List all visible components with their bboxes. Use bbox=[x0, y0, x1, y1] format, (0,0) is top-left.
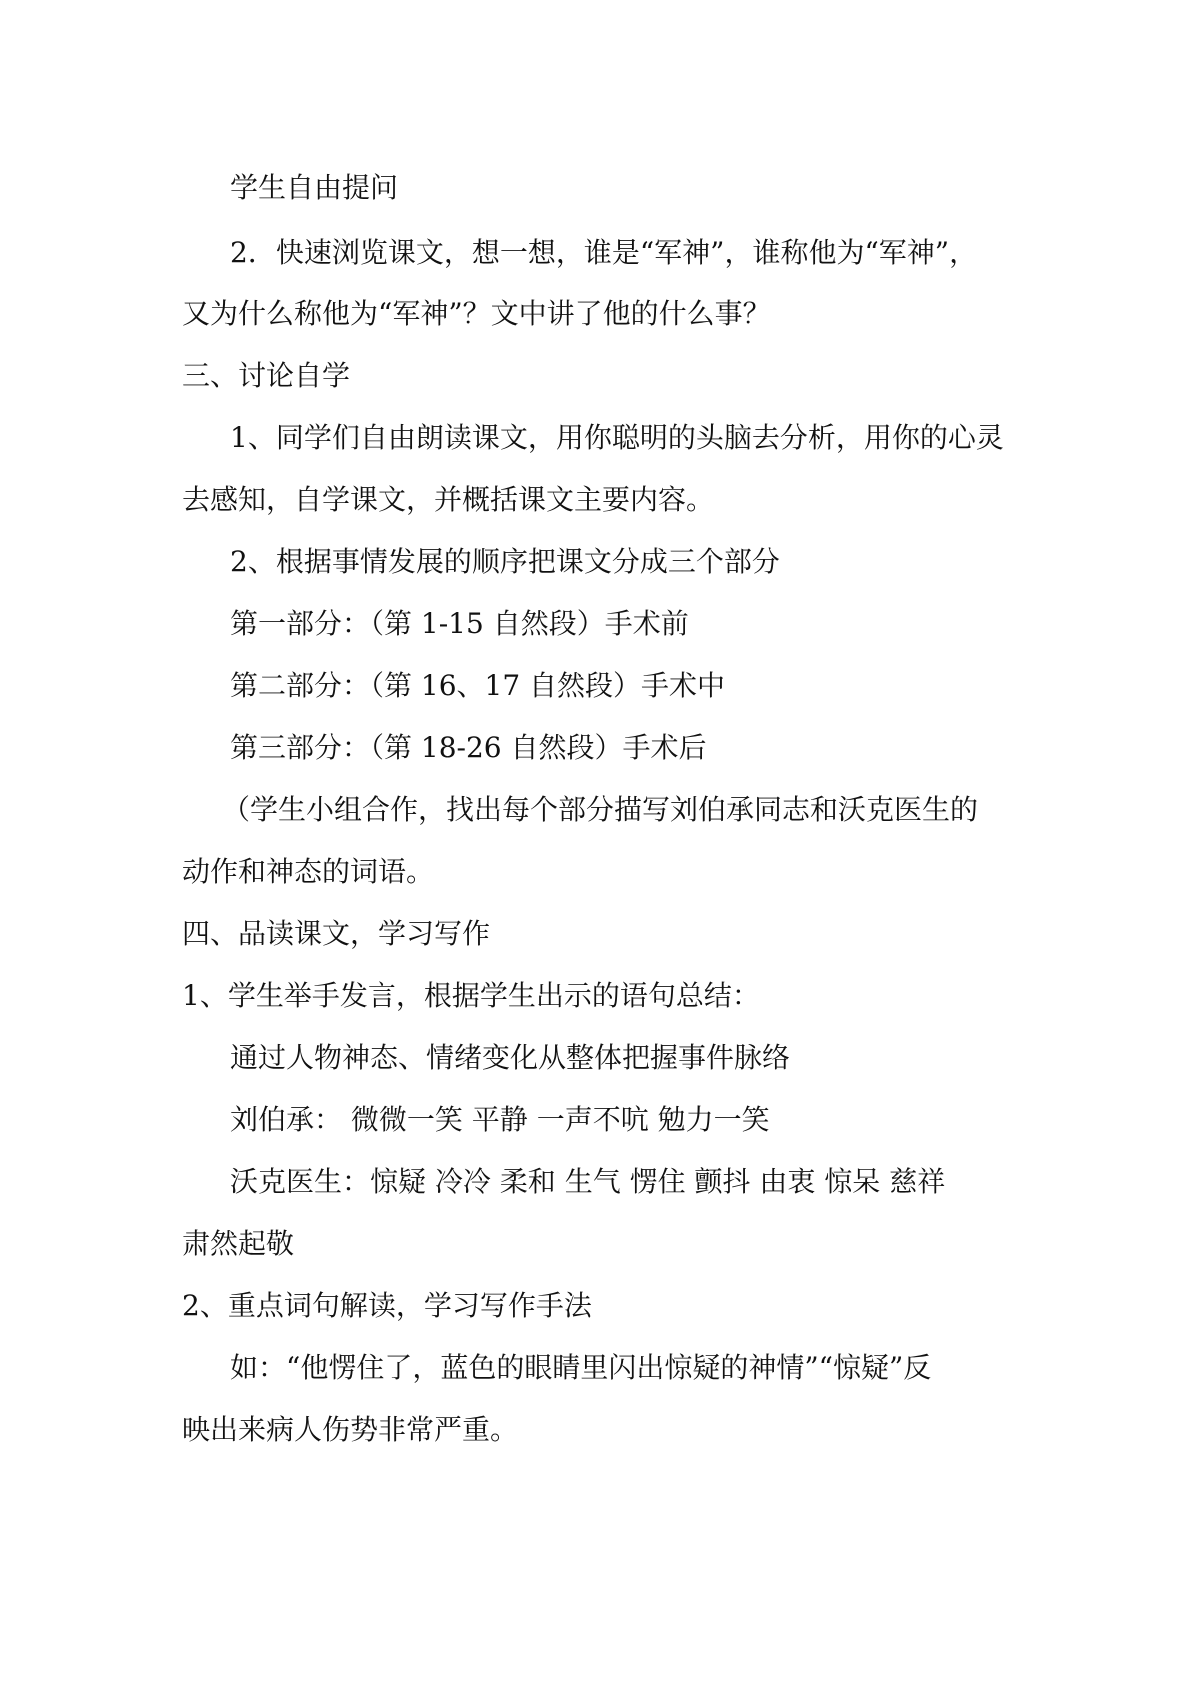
section-heading: 四、品读课文，学习写作 bbox=[182, 917, 491, 950]
text-line: 1、同学们自由朗读课文，用你聪明的头脑去分析，用你的心灵 bbox=[230, 421, 1004, 454]
text-line: 通过人物神态、情绪变化从整体把握事件脉络 bbox=[230, 1041, 791, 1074]
text-line: 如：“他愣住了，蓝色的眼睛里闪出惊疑的神情”“惊疑”反 bbox=[230, 1351, 932, 1384]
text-line: 肃然起敬 bbox=[182, 1227, 295, 1260]
text-line: 动作和神态的词语。 bbox=[182, 855, 435, 888]
text-line: 第三部分：（第 18-26 自然段）手术后 bbox=[230, 731, 707, 764]
text-line: 2、根据事情发展的顺序把课文分成三个部分 bbox=[230, 545, 780, 578]
section-heading: 三、讨论自学 bbox=[182, 359, 351, 392]
text-line: 又为什么称他为“军神”？文中讲了他的什么事？ bbox=[182, 297, 771, 330]
text-line: （学生小组合作，找出每个部分描写刘伯承同志和沃克医生的 bbox=[222, 793, 979, 826]
text-line: 映出来病人伤势非常严重。 bbox=[182, 1413, 519, 1446]
text-line: 2、重点词句解读，学习写作手法 bbox=[182, 1289, 592, 1322]
text-line: 2．快速浏览课文，想一想，谁是“军神”，谁称他为“军神”， bbox=[230, 236, 978, 269]
text-line: 去感知，自学课文，并概括课文主要内容。 bbox=[182, 483, 715, 516]
text-line: 学生自由提问 bbox=[230, 171, 399, 204]
text-line: 刘伯承： 微微一笑 平静 一声不吭 勉力一笑 bbox=[230, 1103, 770, 1136]
text-line: 第一部分：（第 1-15 自然段）手术前 bbox=[230, 607, 689, 640]
text-line: 沃克医生：惊疑 冷冷 柔和 生气 愣住 颤抖 由衷 惊呆 慈祥 bbox=[230, 1165, 946, 1198]
text-line: 第二部分：（第 16、17 自然段）手术中 bbox=[230, 669, 726, 702]
text-line: 1、学生举手发言，根据学生出示的语句总结： bbox=[182, 979, 760, 1012]
